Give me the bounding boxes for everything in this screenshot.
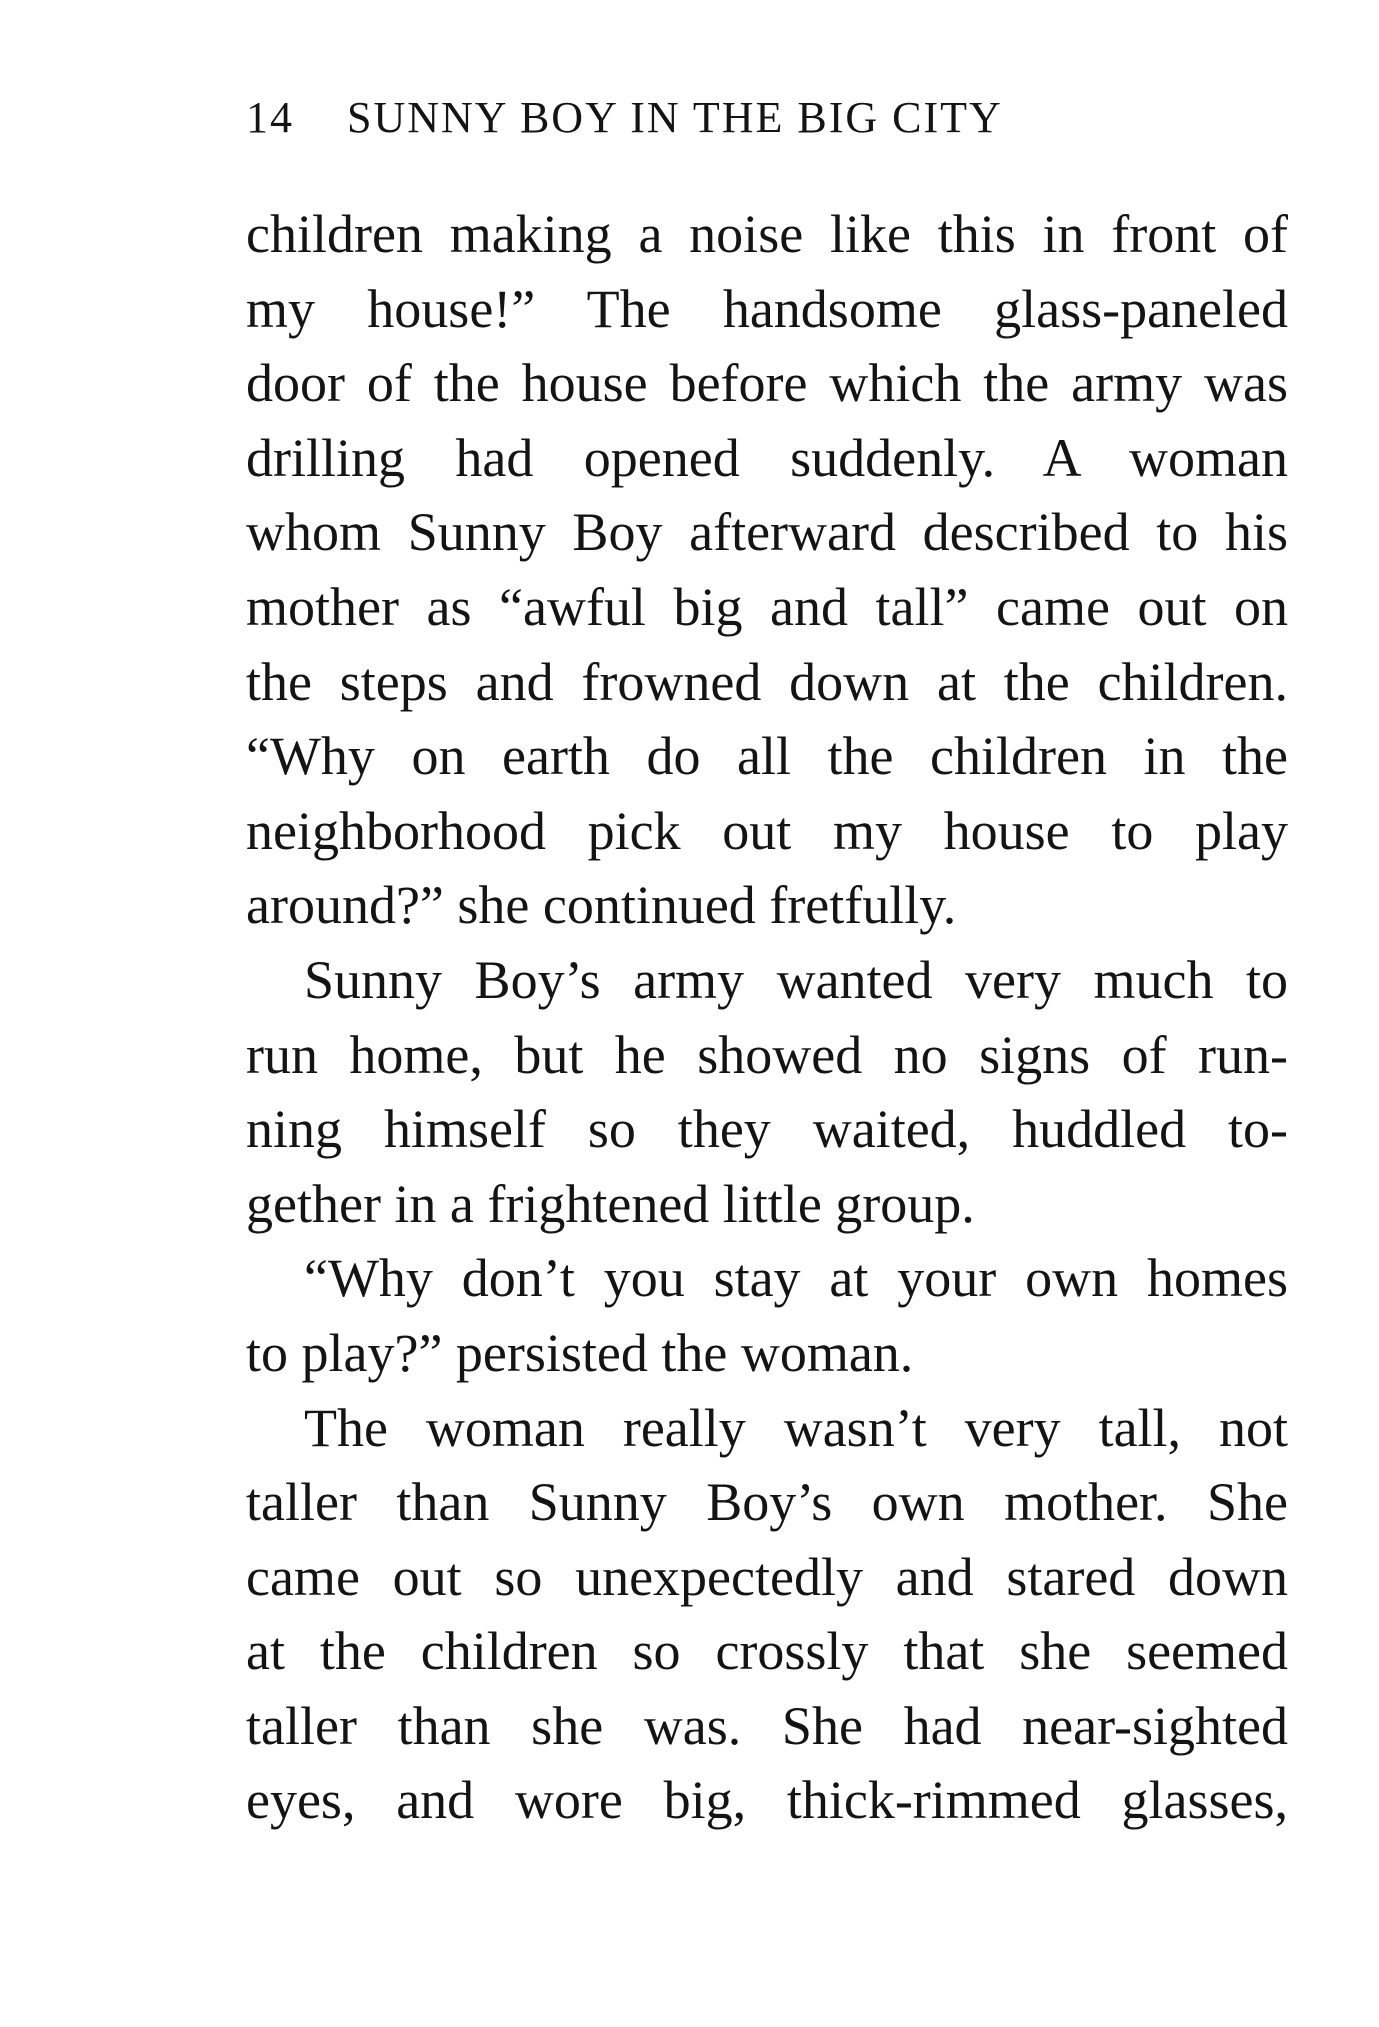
running-head — [246, 92, 1246, 152]
book-title: SUNNY BOY IN THE BIG CITY — [347, 93, 1003, 142]
text-line: eyes, and wore big, thick-rimmed glasses, — [246, 1770, 1288, 1831]
text-line: ning himself so they waited, huddled to- — [246, 1099, 1288, 1160]
page-number: 14 — [246, 93, 294, 142]
text-line: neighborhood pick out my house to play — [246, 800, 1288, 861]
text-line: around?” she continued fretfully. — [246, 875, 957, 936]
text-line: “Why don’t you stay at your own homes — [304, 1248, 1288, 1309]
text-line: door of the house before which the army was — [246, 353, 1288, 414]
body-text — [246, 197, 1288, 1838]
text-line: to play?” persisted the woman. — [246, 1322, 914, 1383]
text-line: at the children so crossly that she seemed — [246, 1621, 1288, 1682]
text-line: gether in a frightened little group. — [246, 1173, 975, 1234]
text-line: run home, but he showed no signs of run- — [246, 1024, 1288, 1085]
text-line: mother as “awful big and tall” came out on — [246, 576, 1288, 637]
text-line: the steps and frowned down at the children. — [246, 651, 1288, 712]
text-line: children making a noise like this in front of — [246, 204, 1288, 264]
text-line: my house!” The handsome glass-paneled — [246, 278, 1288, 339]
text-line: taller than Sunny Boy’s own mother. She — [246, 1472, 1288, 1533]
text-line: Sunny Boy’s army wanted very much to — [304, 949, 1288, 1010]
text-line: came out so unexpectedly and stared down — [246, 1546, 1288, 1607]
text-line: taller than she was. She had near-sighted — [246, 1695, 1288, 1756]
text-line: “Why on earth do all the children in the — [246, 726, 1288, 787]
text-line: drilling had opened suddenly. A woman — [246, 427, 1288, 488]
text-line: The woman really wasn’t very tall, not — [304, 1397, 1288, 1458]
text-line: whom Sunny Boy afterward described to his — [246, 502, 1288, 563]
